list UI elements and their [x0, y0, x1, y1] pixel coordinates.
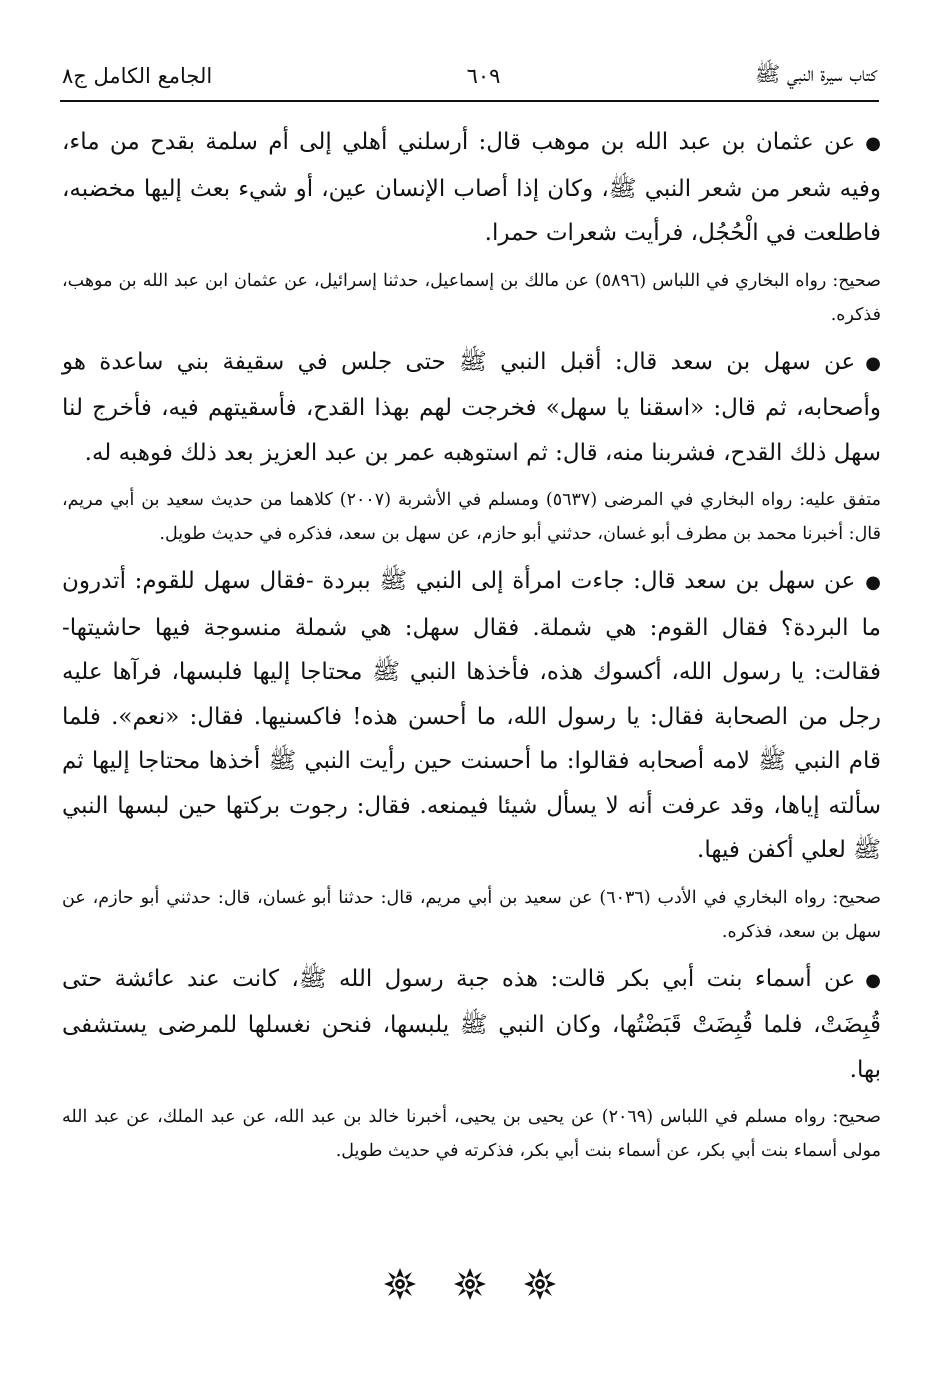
hadith-body: عن أسماء بنت أبي بكر قالت: هذه جبة رسول الله ﷺ، كانت عند عائشة حتى قُبِضَتْ، فلما قُبِضَتْ قَبَضْتُها، وكان النبي ﷺ يلبسها، فنحن نغسلها للمرضى يستشفى بها. — [62, 965, 881, 1083]
ornament-icon — [522, 1266, 558, 1302]
volume-title: الجامع الكامل ج٨ — [62, 64, 213, 88]
hadith-text-4 — [62, 957, 881, 1093]
hadith-source-2: متفق عليه: رواه البخاري في المرضى (٥٦٣٧) ومسلم في الأشربة (٢٠٠٧) كلاهما من حديث سعيد بن أبي مريم، قال: أخبرنا محمد بن مطرف أبو غسان، حدثني أبو حازم، عن سهل بن سعد، فذكره في حديث طويل. — [62, 490, 881, 544]
running-header — [62, 56, 877, 96]
bullet-icon: ● — [865, 572, 881, 593]
ornament-icon — [382, 1266, 418, 1302]
hadith-source-4: صحيح: رواه مسلم في اللباس (٢٠٦٩) عن يحيى بن يحيى، أخبرنا خالد بن عبد الله، عن عبد الملك، عن عبد الله مولى أسماء بنت أبي بكر، عن أسماء بنت أبي بكر، فذكرته في حديث طويل. — [62, 1107, 881, 1161]
hadith-text-1 — [62, 120, 881, 256]
page-number: ٦٠٩ — [466, 64, 501, 88]
header-divider — [60, 100, 879, 102]
bullet-icon: ● — [865, 352, 881, 374]
hadith-text-2 — [62, 340, 881, 476]
bullet-icon: ● — [865, 133, 881, 154]
end-ornaments — [0, 1266, 939, 1302]
page-body — [62, 120, 881, 1176]
hadith-body: عن عثمان بن عبد الله بن موهب قال: أرسلني أهلي إلى أم سلمة بقدح من ماء، وفيه شعر من شعر النبي ﷺ، وكان إذا أصاب الإنسان عين، أو شيء بعث إليها مخضبه، فاطلعت في الْحُجُل، فرأيت شعرات حمرا. — [62, 129, 881, 246]
book-title: كتاب سيرة النبي ﷺ — [754, 61, 877, 86]
bullet-icon: ● — [865, 969, 881, 991]
hadith-source-1: صحيح: رواه البخاري في اللباس (٥٨٩٦) عن مالك بن إسماعيل، حدثنا إسرائيل، عن عثمان ابن عبد الله بن موهب، فذكره. — [62, 270, 881, 325]
hadith-body: عن سهل بن سعد قال: جاءت امرأة إلى النبي ﷺ ببردة -فقال سهل للقوم: أتدرون ما البردة؟ فقال القوم: هي شملة. فقال سهل: هي شملة منسوجة فيها حاشيتها- فقالت: يا رسول الله، أكسوك هذه، فأخذها النبي ﷺ محتاجا إليها فلبسها، فرآها عليه رجل من الصحابة فقال: يا رسول الله، ما أحسن هذه! فاكسنيها. فقال: «نعم». فلما قام النبي ﷺ لامه أصحابه فقالوا: ما أحسنت حين رأيت النبي ﷺ أخذها محتاجا إليها ثم سألته إياها، وقد عرفت أنه لا يسأل شيئا فيمنعه. فقال: رجوت بركتها حين لبسها النبي ﷺ لعلي أكفن فيها. — [62, 568, 881, 863]
ornament-icon — [452, 1266, 488, 1302]
hadith-source-3: صحيح: رواه البخاري في الأدب (٦٠٣٦) عن سعيد بن أبي مريم، قال: حدثنا أبو غسان، قال: حدثني أبو حازم، عن سهل بن سعد، فذكره. — [62, 887, 881, 942]
hadith-text-3 — [62, 559, 881, 873]
hadith-body: عن سهل بن سعد قال: أقبل النبي ﷺ حتى جلس في سقيفة بني ساعدة هو وأصحابه، ثم قال: «اسقنا يا سهل» فخرجت لهم بهذا القدح، فأسقيتهم فيه، فأخرج لنا سهل ذلك القدح، فشربنا منه، قال: ثم استوهبه عمر بن عبد العزيز بعد ذلك فوهبه له. — [62, 348, 881, 466]
